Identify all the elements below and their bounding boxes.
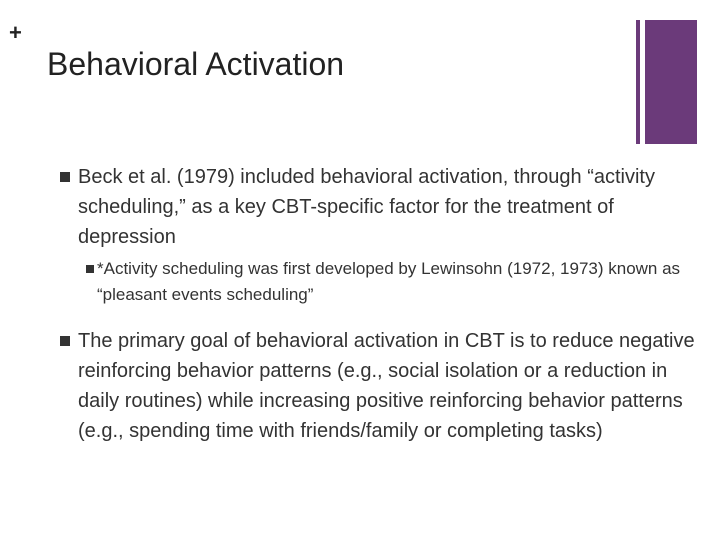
bullet-item <box>60 162 700 252</box>
plus-marker: + <box>9 20 22 45</box>
accent-bar-thin <box>636 20 640 144</box>
slide-title: Behavioral Activation <box>47 46 345 82</box>
accent-bar-thick <box>645 20 697 144</box>
square-bullet-icon <box>86 265 94 273</box>
bullet-item <box>60 326 700 446</box>
bullet-text: Beck et al. (1979) included behavioral activation, through “activity scheduling,” as a key CBT-specific factor for the treatment of depression <box>78 166 655 248</box>
square-bullet-icon <box>60 336 70 346</box>
sub-bullet-text: *Activity scheduling was first developed by Lewinsohn (1972, 1973) known as “pleasant events scheduling” <box>97 259 681 304</box>
square-bullet-icon <box>60 172 70 182</box>
bullet-text: The primary goal of behavioral activation in CBT is to reduce negative reinforcing behavior patterns (e.g., social isolation or a reduction in daily routines) while increasing positive reinforcing behavior patterns (e.g., spending time with friends/family or completing tasks) <box>78 330 695 442</box>
sub-bullet-item <box>86 256 696 308</box>
